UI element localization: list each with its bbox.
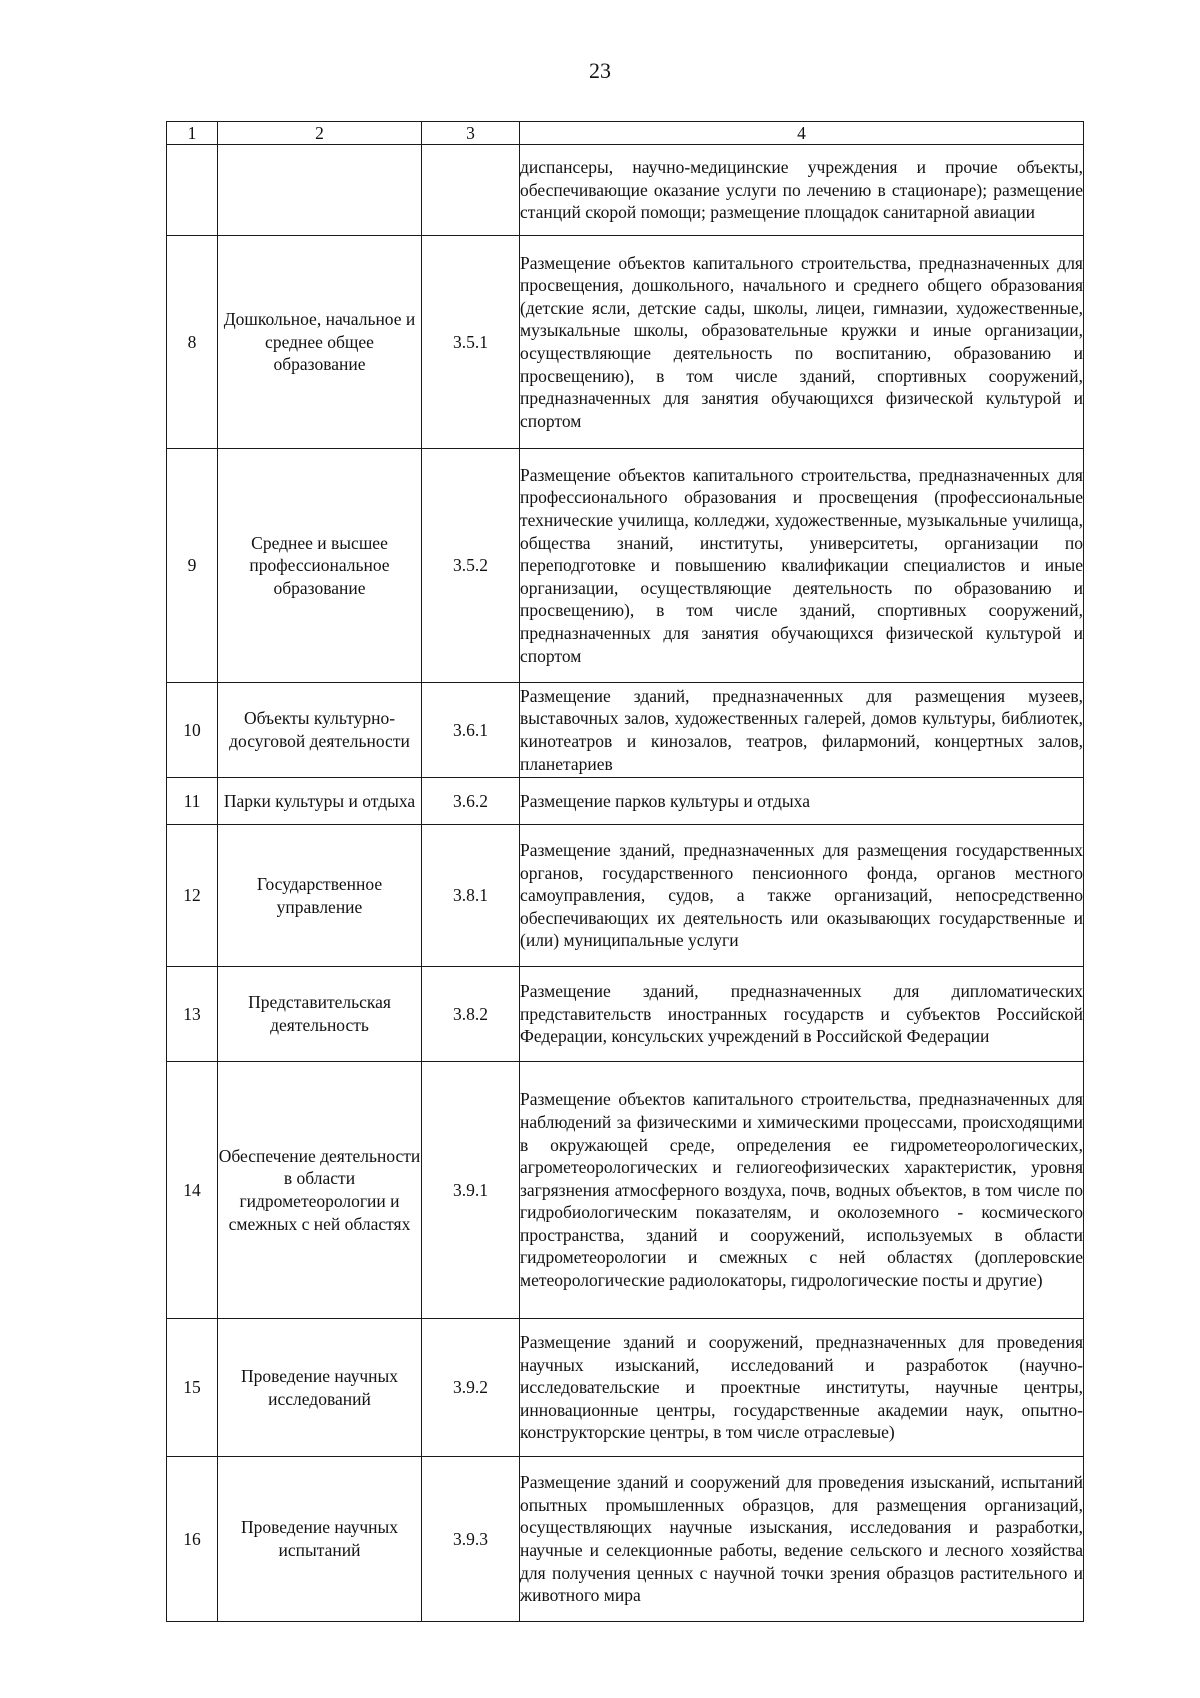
row-description <box>520 825 1084 967</box>
row-description <box>520 1457 1084 1622</box>
row-code <box>422 145 520 236</box>
row-code: 3.9.1 <box>422 1062 520 1319</box>
row-number: 14 <box>167 1062 218 1319</box>
row-description-text: Размещение объектов капитального строительства, предназначенных для просвещения, дошкольного, начального и среднего общего образования (детские ясли, детские сады, школы, лицеи, гимназии, художественные, музыкальные школы, образовательные кружки и иные организации, осуществляющие деятельность по воспитанию, образованию и просвещению), в том числе зданий, спортивных сооружений, предназначенных для занятия обучающихся физической культурой и спортом <box>520 252 1083 431</box>
row-description-text: Размещение зданий и сооружений для проведения изысканий, испытаний опытных промышленных образцов, для размещения организаций, осуществляющих научные изыскания, исследования и разработки, научные и селекционные работы, ведение сельского и лесного хозяйства для получения ценных с научной точки зрения образцов растительного и животного мира <box>520 1472 1083 1606</box>
row-description <box>520 683 1084 778</box>
row-description-text: Размещение зданий, предназначенных для размещения государственных органов, государственного пенсионного фонда, органов местного самоуправления, судов, а также организаций, непосредственно обеспечивающих их деятельность или оказывающих государственные и (или) муниципальные услуги <box>520 840 1083 951</box>
row-description-text: Размещение зданий, предназначенных для размещения музеев, выставочных залов, художественных галерей, домов культуры, библиотек, кинотеатров и кинозалов, театров, филармоний, концертных залов, планетариев <box>520 685 1083 774</box>
row-code: 3.9.2 <box>422 1319 520 1457</box>
table-header-row <box>167 122 1084 145</box>
row-number: 16 <box>167 1457 218 1622</box>
row-description <box>520 967 1084 1062</box>
row-name: Обеспечение деятельности в области гидрометеорологии и смежных с ней областях <box>218 1062 422 1319</box>
row-description-text: диспансеры, научно-медицинские учреждения и прочие объекты, обеспечивающие оказание услуги по лечению в стационаре); размещение станций скорой помощи; размещение площадок санитарной авиации <box>520 157 1083 223</box>
row-code: 3.8.1 <box>422 825 520 967</box>
row-code: 3.8.2 <box>422 967 520 1062</box>
row-description <box>520 145 1084 236</box>
row-code: 3.5.1 <box>422 236 520 449</box>
row-description-text: Размещение объектов капитального строительства, предназначенных для наблюдений за физическими и химическими процессами, происходящими в окружающей среде, определения ее гидрометеорологических, агрометеорологических и гелиогеофизических характеристик, уровня загрязнения атмосферного воздуха, почв, водных объектов, в том числе по гидробиологическим показателям, и околоземного - космического пространства, зданий и сооружений, используемых в области гидрометеорологии и смежных с ней областях (доплеровские метеорологические радиолокаторы, гидрологические посты и другие) <box>520 1089 1083 1291</box>
row-description-text: Размещение зданий, предназначенных для дипломатических представительств иностранных государств и субъектов Российской Федерации, консульских учреждений в Российской Федерации <box>520 981 1083 1047</box>
column-header-4: 4 <box>520 122 1084 145</box>
column-header-2: 2 <box>218 122 422 145</box>
row-name: Среднее и высшее профессиональное образование <box>218 449 422 683</box>
row-code: 3.5.2 <box>422 449 520 683</box>
column-header-1: 1 <box>167 122 218 145</box>
table-row <box>167 778 1084 825</box>
row-description <box>520 236 1084 449</box>
row-description-text: Размещение объектов капитального строительства, предназначенных для профессионального образования и просвещения (профессиональные технические училища, колледжи, художественные, музыкальные училища, общества знаний, институты, университеты, организации по переподготовке и повышению квалификации специалистов и иные организации, осуществляющие деятельность по образованию и просвещению), в том числе зданий, спортивных сооружений, предназначенных для занятия обучающихся физической культурой и спортом <box>520 464 1083 666</box>
row-description-text: Размещение зданий и сооружений, предназначенных для проведения научных изысканий, исследований и разработок (научно-исследовательские и проектные институты, научные центры, инновационные центры, государственные академии наук, опытно-конструкторские центры, в том числе отраслевые) <box>520 1332 1083 1443</box>
table-row <box>167 236 1084 449</box>
row-name: Парки культуры и отдыха <box>218 778 422 825</box>
row-number: 8 <box>167 236 218 449</box>
row-name: Объекты культурно-досуговой деятельности <box>218 683 422 778</box>
row-name: Представительская деятельность <box>218 967 422 1062</box>
land-use-table <box>166 121 1084 1622</box>
row-name <box>218 145 422 236</box>
table-row <box>167 683 1084 778</box>
row-description-text: Размещение парков культуры и отдыха <box>520 790 810 811</box>
row-name: Государственное управление <box>218 825 422 967</box>
row-code: 3.9.3 <box>422 1457 520 1622</box>
column-header-3: 3 <box>422 122 520 145</box>
table-row <box>167 825 1084 967</box>
row-description <box>520 449 1084 683</box>
row-code: 3.6.1 <box>422 683 520 778</box>
row-number <box>167 145 218 236</box>
table-row <box>167 145 1084 236</box>
table-row <box>167 449 1084 683</box>
row-number: 10 <box>167 683 218 778</box>
row-number: 13 <box>167 967 218 1062</box>
table-row <box>167 1457 1084 1622</box>
row-description <box>520 1319 1084 1457</box>
table-row <box>167 967 1084 1062</box>
row-name: Проведение научных испытаний <box>218 1457 422 1622</box>
row-number: 15 <box>167 1319 218 1457</box>
row-description <box>520 778 1084 825</box>
row-number: 11 <box>167 778 218 825</box>
table-row <box>167 1319 1084 1457</box>
row-number: 12 <box>167 825 218 967</box>
row-name: Проведение научных исследований <box>218 1319 422 1457</box>
row-code: 3.6.2 <box>422 778 520 825</box>
row-description <box>520 1062 1084 1319</box>
page-number: 23 <box>589 58 611 83</box>
table-row <box>167 1062 1084 1319</box>
row-number: 9 <box>167 449 218 683</box>
row-name: Дошкольное, начальное и среднее общее образование <box>218 236 422 449</box>
